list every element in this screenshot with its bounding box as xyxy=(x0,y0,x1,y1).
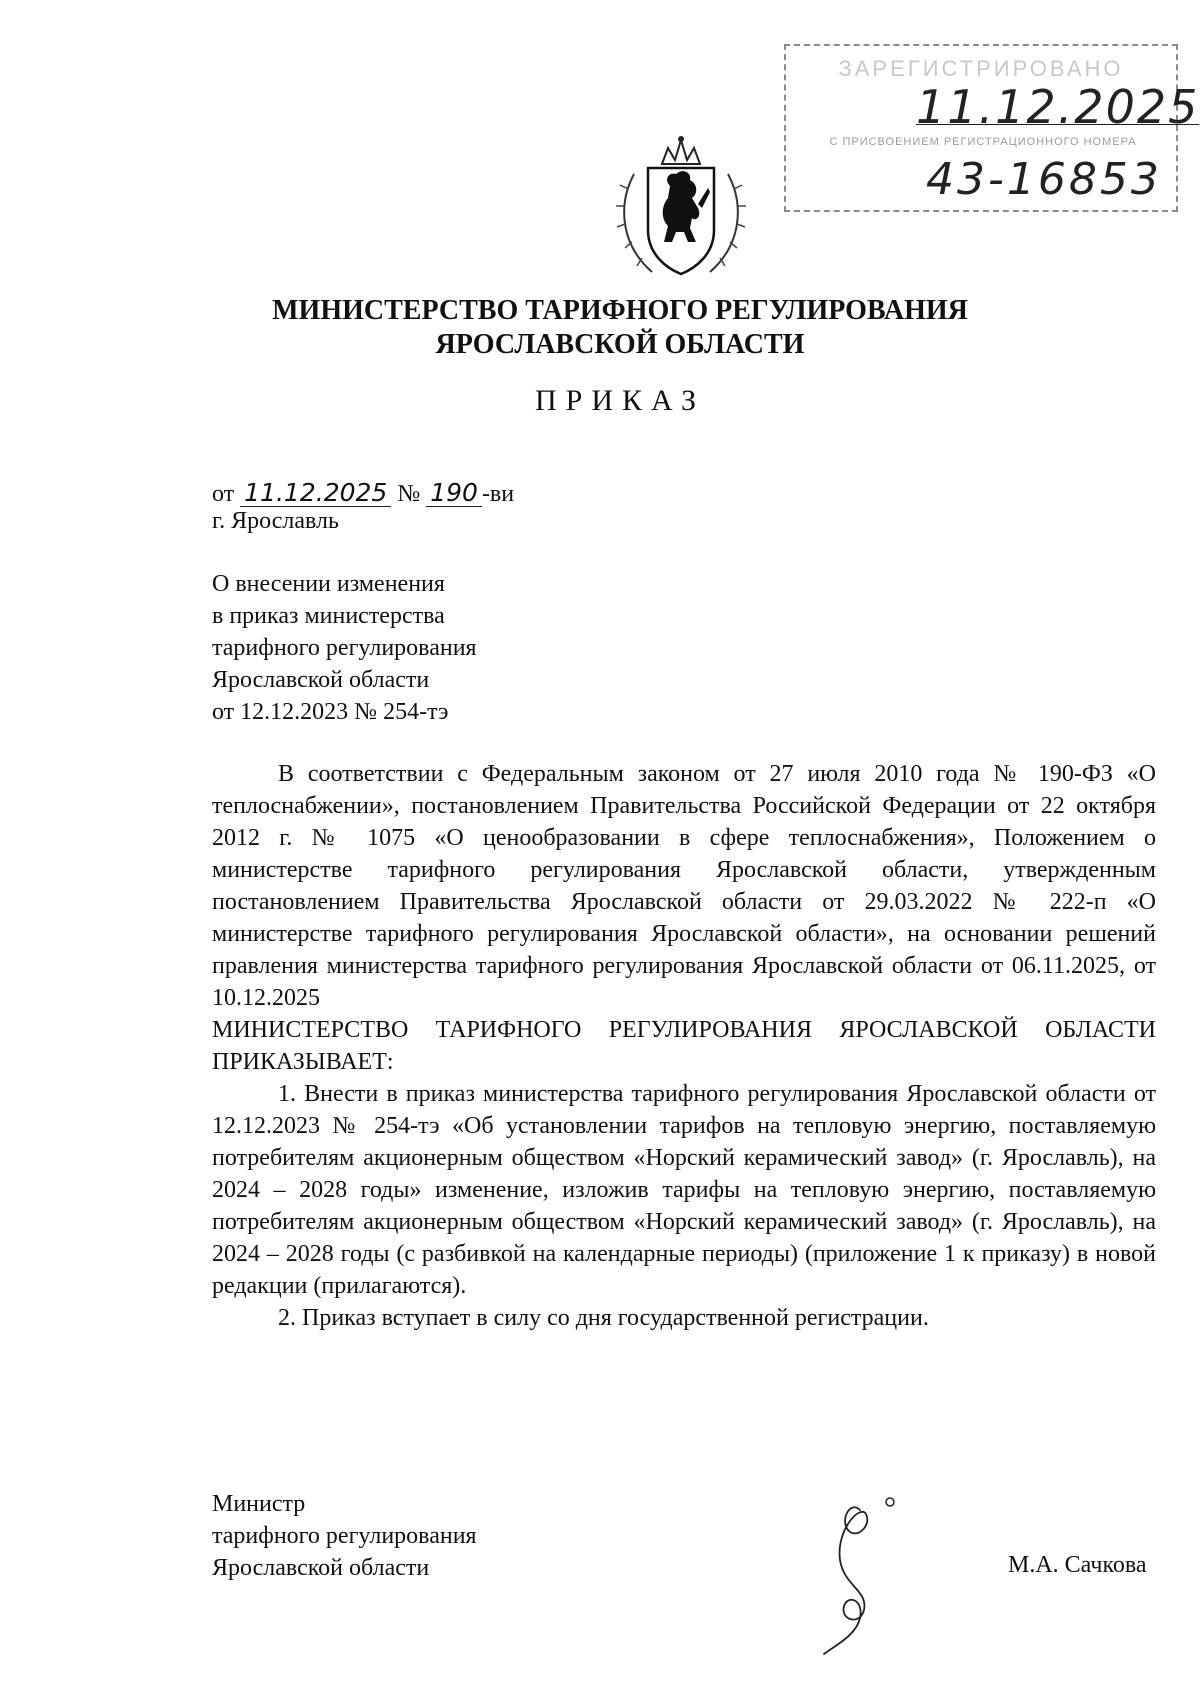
subject-line: Ярославской области xyxy=(212,667,430,693)
handwritten-signature-icon xyxy=(810,1490,900,1660)
command-paragraph: МИНИСТЕРСТВО ТАРИФНОГО РЕГУЛИРОВАНИЯ ЯРОСЛАВСКОЙ ОБЛАСТИ ПРИКАЗЫВАЕТ: xyxy=(212,1017,1156,1075)
item-1-paragraph: 1. Внести в приказ министерства тарифного регулирования Ярославской области от 12.12.2023 № 254-тэ «Об установлении тарифов на тепловую энергию, поставляемую потребителям акционерным обществом «Норский керамический завод» (г. Ярославль), на 2024 – 2028 годы» изменение, изложив тарифы на тепловую энергию, поставляемую потребителям акционерным обществом «Норский керамический завод» (г. Ярославль), на 2024 – 2028 годы (с разбивкой на календарные периоды) (приложение 1 к приказу) в новой редакции (прилагаются). xyxy=(212,1081,1156,1299)
signatory-title xyxy=(212,1488,477,1584)
signatory-title-line: тарифного регулирования xyxy=(212,1523,477,1549)
stamp-date: 11.12.2025 xyxy=(916,80,1200,134)
yaroslavl-coat-of-arms-icon xyxy=(612,134,750,284)
number-suffix: -ви xyxy=(481,481,515,507)
stamp-number: 43-16853 xyxy=(926,154,1162,205)
ministry-line-1: МИНИСТЕРСТВО ТАРИФНОГО РЕГУЛИРОВАНИЯ xyxy=(272,295,968,326)
order-number: 190 xyxy=(426,480,482,507)
order-body xyxy=(212,758,1156,1334)
signatory-name: М.А. Сачкова xyxy=(1008,1552,1147,1578)
order-date: 11.12.2025 xyxy=(240,480,391,507)
preamble-paragraph: В соответствии с Федеральным законом от 27 июля 2010 года № 190-ФЗ «О теплоснабжении», постановлением Правительства Российской Федерации от 22 октября 2012 г. № 1075 «О ценообразовании в сфере теплоснабжения», Положением о министерстве тарифного регулирования Ярославской области, утвержденным постановлением Правительства Ярославской области от 29.03.2022 № 222-п «О министерстве тарифного регулирования Ярославской области», на основании решений правления министерства тарифного регулирования Ярославской области от 06.11.2025, от 10.12.2025 xyxy=(212,761,1156,1011)
signatory-title-line: Ярославской области xyxy=(212,1555,430,1581)
item-2-paragraph: 2. Приказ вступает в силу со дня государственной регистрации. xyxy=(278,1305,929,1331)
subject-line: О внесении изменения xyxy=(212,571,445,597)
document-type: ПРИКАЗ xyxy=(535,384,705,417)
order-date-line xyxy=(212,480,514,508)
subject-line: тарифного регулирования xyxy=(212,635,477,661)
order-city: г. Ярославль xyxy=(212,508,339,534)
number-sign: № xyxy=(397,481,421,507)
signatory-title-line: Министр xyxy=(212,1491,306,1517)
subject-line: от 12.12.2023 № 254-тэ xyxy=(212,699,449,725)
stamp-caption: С ПРИСВОЕНИЕМ РЕГИСТРАЦИОННОГО НОМЕРА xyxy=(829,136,1137,148)
subject-line: в приказ министерства xyxy=(212,603,445,629)
order-subject xyxy=(212,568,612,728)
stamp-header: ЗАРЕГИСТРИРОВАНО xyxy=(838,56,1124,81)
ministry-name xyxy=(200,294,1040,362)
registration-stamp xyxy=(784,44,1200,212)
ministry-line-2: ЯРОСЛАВСКОЙ ОБЛАСТИ xyxy=(435,329,805,360)
date-prefix: от xyxy=(212,481,235,507)
